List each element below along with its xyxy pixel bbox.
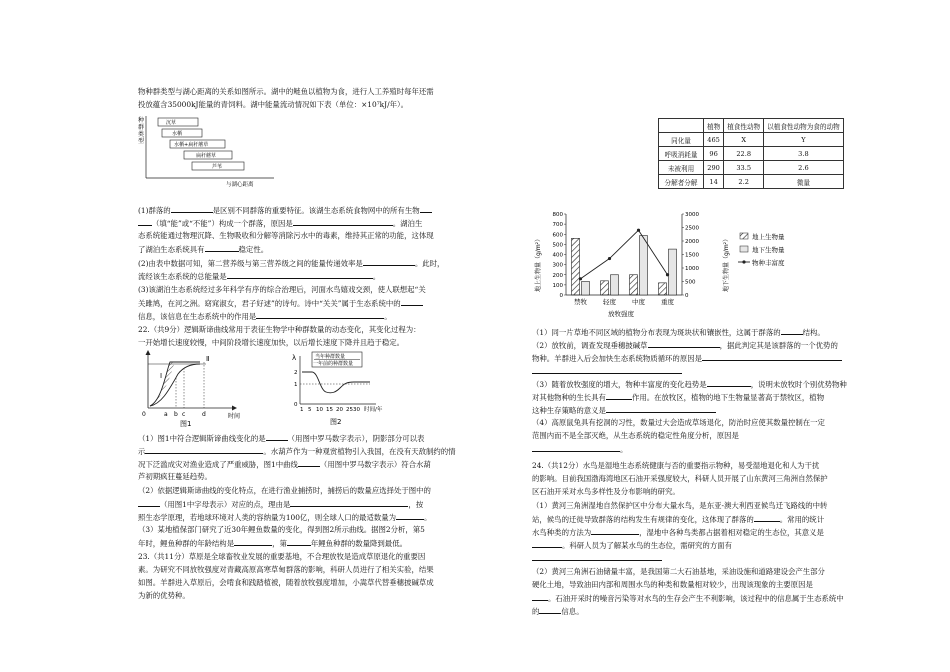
chart-y-left-tick-label: 400 (552, 252, 563, 259)
q23-heading: 23.（共11分）草原是全球畜牧业发展的重要基地，不合理放牧是造成草原退化的重要因 (138, 552, 426, 561)
chart-y-left-tick-label: 700 (552, 222, 563, 229)
fig2-x-tick-5: 5 (308, 407, 312, 413)
answer-blank[interactable] (420, 204, 432, 213)
chart-bar-belowground (582, 282, 590, 296)
q21-3-line-1: (3)该湖泊生态系统经过多年科学有序的综合治理后，河面水鸟嬉戏交颈，使人联想起“关 (138, 285, 426, 294)
q24-heading: 24.（共12分）水鸟是湿地生态系统健康与否的重要指示物种，易受湿地退化和人为干扰 (532, 461, 820, 470)
energy-flow-table (658, 118, 844, 189)
chart-category-label: 中度 (632, 298, 645, 306)
fig2-axis-x-label: 时间/年 (364, 407, 383, 413)
answer-blank[interactable] (754, 513, 780, 522)
answer-blank[interactable] (401, 297, 423, 306)
fig2-caption: 图2 (330, 418, 342, 426)
legend-belowground: 地下生物量 (752, 246, 785, 254)
table-cell: 同化量 (659, 133, 704, 147)
fig1-caption: 图1 (180, 420, 192, 428)
q22-1-line-4: 芦初期疯狂蔓延趋势。 (138, 472, 212, 481)
q23-3-line-1: （3）随着放牧强度的增大，物种丰富度的变化趋势是 ，说明未放牧时个别优势物种 (532, 380, 847, 389)
table-cell: 290 (704, 161, 724, 175)
q23-intro-line-2: 素。为研究不同放牧强度对青藏高原高寒草甸群落的影响，科研人员进行了相关实验，结果 (138, 565, 434, 574)
chart-richness-point (666, 273, 669, 276)
answer-blank[interactable] (266, 432, 288, 441)
table-cell: 分解者分解 (659, 175, 704, 189)
answer-blank[interactable] (606, 391, 632, 400)
answer-blank[interactable] (363, 257, 415, 266)
chart-bar-belowground (611, 275, 619, 295)
answer-blank[interactable] (287, 537, 311, 546)
fig2-y-tick-0: 0 (294, 402, 298, 408)
fig1-arrow-x (232, 406, 237, 411)
zonation-y-label-3: 类 (138, 131, 145, 138)
table-row (659, 147, 844, 161)
q24-1-line-3: 水鸟种类的方法为 ，湿地中各种鸟类都占据着相对稳定的生态位，其意义是 (532, 528, 824, 537)
q23-2-line-2: 物种。羊群进入后会加快生态系统物质循环的原因是 (532, 352, 842, 365)
fig2-legend-denominator: 一年前的种群数量 (313, 361, 354, 367)
answer-blank[interactable] (532, 443, 620, 452)
table-cell: Y (764, 133, 844, 147)
chart-y-left-tick-label: 100 (552, 282, 563, 289)
table-row (659, 161, 844, 175)
q23-intro-line-3: 如图。羊群进入草原后，会啃食和践踏植被，随着放牧强度增加，小嵩草代替垂穗披碱草成 (138, 578, 434, 587)
answer-blank[interactable] (256, 310, 384, 319)
answer-blank[interactable] (591, 526, 639, 535)
table-row (659, 175, 844, 189)
answer-blank[interactable] (290, 498, 408, 507)
fig1-tick-d: d (202, 411, 206, 418)
q24-intro-line-2: 的影响。目前我国渤海湾地区石油开采强度较大，科研人员开展了山东黄河三角洲自然保护 (532, 474, 828, 483)
answer-blank[interactable] (145, 445, 263, 454)
table-cell: 14 (704, 175, 724, 189)
fig1-tick-c: c (182, 411, 186, 418)
fig1-label-i: Ⅰ (160, 372, 163, 380)
chart-y-left-tick-label: 200 (552, 272, 563, 279)
table-cell: 33.5 (724, 161, 764, 175)
answer-blank[interactable] (781, 326, 803, 335)
chart-bar-aboveground (601, 281, 609, 295)
fig2-x-tick-1: 1 (300, 407, 304, 413)
table-cell: 2.6 (764, 161, 844, 175)
zonation-bar-1 (158, 118, 198, 126)
q24-2-line-3: 。石油开采时的噪音污染等对水鸟的生存会产生不利影响，该过程中的信息属于生态系统中 (532, 592, 844, 605)
answer-blank[interactable] (171, 204, 213, 213)
q24-intro-line-3: 区石油开采对水鸟多样性及分布影响的研究。 (532, 487, 680, 496)
table-header-cell: 以植食性动物为食的动物 (764, 119, 844, 133)
q23-4-line-2: 范围内而不是全部灭绝，从生态系统的稳定性角度分析，原因是 (532, 431, 739, 440)
zonation-y-label-4: 型 (138, 138, 145, 145)
table-header-cell: 植食性动物 (724, 119, 764, 133)
table-cell: 未被利用 (659, 161, 704, 175)
chart-category-label: 轻度 (603, 298, 616, 306)
zonation-y-label-1: 种 (138, 117, 145, 124)
chart-y-left-tick-label: 0 (559, 293, 563, 299)
q22-heading: 22.（共9分）逻辑斯谛曲线常用于表征生物学中种群数量的动态变化，其变化过程为： (138, 325, 421, 334)
q22-2-line-2: （用图1中字母表示）对应的点，理由是 ，按 (138, 498, 423, 511)
zonation-diagram (136, 114, 276, 192)
chart-category-label: 重度 (661, 298, 674, 306)
fig2-lambda: λ (292, 354, 297, 362)
figure-1-logistic (140, 352, 250, 428)
chart-y-right-label: 地下生物量（g/m²） (723, 235, 730, 292)
q21-2-line-1: (2)由表中数据可知，第二营养级与第三营养级之间的能量传递效率是 。此时， (138, 259, 445, 268)
answer-blank[interactable] (205, 243, 239, 252)
q24-2-line-4: 的 信息。 (532, 607, 584, 616)
chart-y-left-tick-label: 500 (552, 242, 563, 249)
chart-bar-belowground (669, 249, 677, 295)
legend-richness: 物种丰富度 (752, 259, 785, 267)
table-cell: 2.2 (724, 175, 764, 189)
fig1-tick-b: b (174, 411, 178, 418)
q24-1-line-1: （1）黄河三角洲湿地自然保护区中分布大量水鸟，是东亚-澳大利西亚候鸟迁飞路线的中转 (532, 501, 828, 510)
fig1-shaded-area (150, 362, 174, 406)
fig1-curve-ii (150, 364, 200, 406)
zonation-bar-4-label: 扁秆蘑草 (196, 153, 217, 159)
q23-intro-line-4: 为新的优势种。 (138, 591, 190, 600)
zonation-bar-1-label: 沉草 (166, 120, 177, 126)
q22-intro-line-2: 一开始增长速度较慢，中间阶段增长速度加快，以后增长速度下降并且趋于稳定。 (138, 338, 405, 347)
chart-x-label: 放牧强度 (608, 310, 634, 318)
answer-blank[interactable] (532, 552, 662, 561)
fig1-arrow-y (146, 350, 151, 355)
q21-1-line-2: （填“能”或“不能”）构成一个群落，原因是 。湖泊生 (138, 217, 422, 230)
answer-blank[interactable] (539, 605, 561, 614)
table-header-cell: 植物 (704, 119, 724, 133)
fig1-label-ii: Ⅱ (206, 355, 210, 363)
q24-1-line-4: 。科研人员为了解某水鸟的生态位，需研究的方面有 (532, 539, 732, 552)
q24-1-line-2: 站，候鸟的迁徙导致群落的结构发生有规律的变化，这体现了群落的 。常用的统计 (532, 515, 825, 524)
left-intro-line-1: 物种群类型与湖心距离的关系如图所示。湖中的鲢鱼以植物为食，进行人工养殖时每年还需 (138, 87, 434, 96)
chart-y-left-tick-label: 300 (552, 262, 563, 269)
chart-bar-aboveground (659, 283, 667, 295)
q21-3-line-2: 关雎鸠，在河之洲。窈窕淑女，君子好逑”的诗句。诗中“关关”属于生态系统中的 (138, 297, 423, 310)
zonation-bar-2-label: 水栖 (172, 131, 183, 137)
fig2-lambda-curve (302, 372, 370, 393)
legend-swatch-aboveground (740, 233, 748, 239)
chart-y-right-tick-label: 1500 (685, 252, 699, 259)
answer-blank[interactable] (298, 458, 320, 467)
answer-blank[interactable] (606, 404, 716, 413)
answer-blank[interactable] (707, 378, 751, 387)
chart-y-right-tick-label: 2000 (685, 239, 699, 245)
fig2-y-tick-2: 2 (294, 370, 298, 376)
zonation-y-label-2: 群 (138, 124, 145, 131)
answer-blank[interactable] (532, 592, 548, 601)
chart-y-right-tick-label: 500 (685, 279, 696, 286)
q23-4-line-1: （4）高原鼠兔具有挖洞的习性，数量过大会造成草场退化，防治时应使其数量控制在一定 (532, 418, 825, 427)
q23-3-line-2: 对其他物种的生长具有 作用。在放牧区，植物的地下生物量显著高于禁牧区，植物 (532, 393, 825, 402)
q22-1-line-2: 示 。水葫芦作为一种观赏植物引入我国，在没有天敌制约的情 (138, 447, 456, 456)
chart-category-label: 禁牧 (574, 298, 587, 306)
chart-y-left-tick-label: 800 (552, 212, 563, 218)
fig2-x-tick-2530: 2530 (346, 407, 360, 413)
q23-2-line-3 (532, 365, 682, 378)
answer-blank[interactable] (234, 537, 272, 546)
q23-1: （1）同一片草地不同区域的植物分布表现为斑块状和镶嵌性，这属于群落的 结构。 (532, 328, 825, 337)
chart-y-left-label: 地上生物量（g/m²） (535, 235, 542, 292)
chart-y-right-tick-label: 2500 (685, 225, 699, 232)
q21-1-line-1: (1)群落的 是区别不同群落的重要特征。该湖生态系统食物网中的所有生物 (138, 204, 432, 217)
table-cell: 呼吸消耗量 (659, 147, 704, 161)
q22-1-line-1: （1）图1中符合逻辑斯谛曲线变化的是 （用图中罗马数字表示），阴影部分可以表 (138, 434, 425, 443)
figure-2-lambda (290, 352, 400, 424)
fig1-tick-a: a (164, 411, 168, 418)
fig1-axis-x-label: 时间 (228, 413, 241, 420)
q21-3-line-3: 信息，该信息在生态系统中的作用是 。 (138, 312, 392, 321)
answer-blank[interactable] (648, 339, 720, 348)
fig2-y-tick-1: 1 (294, 382, 298, 388)
chart-y-left-tick-label: 600 (552, 232, 563, 239)
answer-blank[interactable] (532, 539, 562, 548)
q22-2-line-1: （2）依据逻辑斯谛曲线的变化特点，在进行渔业捕捞时，捕捞后的数量应选择处于图中的 (138, 486, 431, 495)
chart-richness-point (637, 229, 640, 232)
chart-richness-point (579, 277, 582, 280)
table-row (659, 133, 844, 147)
fig2-x-tick-20: 20 (336, 407, 343, 413)
chart-richness-line (581, 230, 668, 279)
q24-2-line-1: （2）黄河三角洲石油储量丰富，是我国第二大石油基地，采油设施和道路建设会产生部分 (532, 567, 825, 576)
table-header-cell (659, 119, 704, 133)
legend-swatch-belowground (740, 246, 748, 252)
table-cell: 96 (704, 147, 724, 161)
fig1-curve-i (150, 362, 200, 406)
chart-richness-point (608, 257, 611, 260)
answer-blank[interactable] (138, 498, 160, 507)
answer-blank[interactable] (138, 217, 152, 226)
q24-1-line-5 (532, 552, 662, 565)
q22-3-line-1: （3）某地植保部门研究了近30年鲤鱼数量的变化，得到图2所示曲线。据图2分析，第5 (138, 525, 425, 534)
q22-1-line-3: 况下泛滥成灾对渔业造成了严重威胁，图1中曲线 （用图中罗马数字表示）符合水葫 (138, 460, 431, 469)
chart-y-right-tick-label: 1000 (685, 266, 699, 272)
table-cell: 微量 (764, 175, 844, 189)
answer-blank[interactable] (702, 352, 842, 361)
grazing-chart (532, 206, 842, 322)
table-cell: X (724, 133, 764, 147)
q21-2-line-2: 流经该生态系统的总能量是 。 (138, 272, 381, 281)
q21-1-line-3: 态系统能通过物理沉降、生物吸收和分解等消除污水中的毒素，维持其正常的功能，这体现 (138, 231, 434, 240)
chart-bar-aboveground (572, 238, 580, 295)
fig2-legend-numerator: 当年种群数量 (315, 354, 346, 360)
chart-y-right-tick-label: 0 (685, 293, 689, 299)
answer-blank[interactable] (293, 217, 393, 226)
answer-blank[interactable] (227, 270, 373, 279)
q21-1-line-4: 了湖泊生态系统具有 稳定性。 (138, 245, 269, 254)
q23-2-line-1: （2）放牧前，调查发现垂穗披碱草 ，据此判定其是该群落的一个优势的 (532, 341, 838, 350)
q23-4-line-3: 。 (532, 443, 627, 456)
table-cell: 465 (704, 133, 724, 147)
chart-y-right-tick-label: 3000 (685, 212, 699, 218)
table-cell: 3.8 (764, 147, 844, 161)
left-intro-line-2: 投放蕴含35000kJ能量的青饲料。湖中能量流动情况如下表（单位：×10⁷kJ/年）。 (138, 100, 409, 109)
table-header-row (659, 119, 844, 133)
chart-bar-aboveground (630, 275, 638, 295)
answer-blank[interactable] (396, 511, 424, 520)
q22-2-line-3: 照生态学原理，若地球环境对人类的容纳量为100亿，则全球人口的最适数量为 。 (138, 513, 432, 522)
legend-aboveground: 地上生物量 (752, 233, 785, 241)
fig2-x-tick-10: 10 (316, 407, 323, 413)
fig2-x-tick-15: 15 (326, 407, 333, 413)
q23-3-line-3: 这种生存策略的意义是 (532, 404, 716, 417)
zonation-bar-5-label: 芦苇 (212, 164, 223, 170)
chart-bar-belowground (640, 236, 648, 295)
answer-blank[interactable] (532, 365, 682, 374)
q24-2-line-2: 硬化土地，导致油田内部和周围水鸟的种类和数量相对较少，出现该现象的主要原因是 (532, 580, 813, 589)
legend-marker-richness (742, 260, 745, 263)
table-cell: 22.8 (724, 147, 764, 161)
zonation-bar-3-label: 水栖+扁秆蘑草 (174, 142, 209, 148)
zonation-x-label: 与湖心距离 (226, 182, 254, 188)
fig1-origin: 0 (142, 411, 146, 418)
q22-3-line-2: 年时，鲤鱼种群的年龄结构是 ，第 年鲤鱼种群的数量降到最低。 (138, 539, 407, 548)
